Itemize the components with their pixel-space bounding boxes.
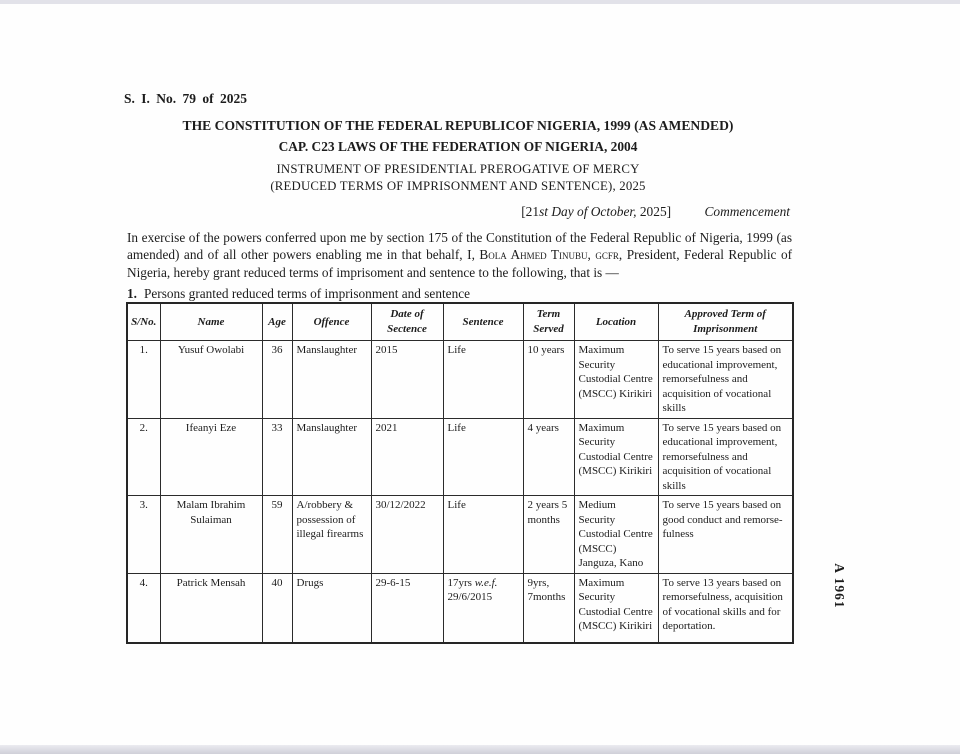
cell-date: 29-6-15 (371, 573, 443, 643)
cell-offence: Manslaughter (292, 418, 371, 496)
column-header-name: Name (160, 303, 262, 341)
table-row (127, 418, 793, 496)
subtitle-reduced-terms: (REDUCED TERMS OF IMPRISONMENT AND SENTENCE), 2025 (270, 179, 646, 193)
cell-term-served: 2 years 5 months (523, 496, 574, 574)
cell-name: Yusuf Owolabi (160, 341, 262, 419)
table-header-row (127, 303, 793, 341)
table-row (127, 573, 793, 643)
cell-offence: Drugs (292, 573, 371, 643)
cell-term-served: 4 years (523, 418, 574, 496)
cell-location: Maximum Security Custodial Centre (MSCC) Kirikiri (574, 573, 658, 643)
page-margin-note: A 1961 (832, 563, 847, 609)
section-number: 1. (127, 286, 137, 301)
cell-offence: Manslaughter (292, 341, 371, 419)
cell-sentence: Life (443, 418, 523, 496)
cell-age: 40 (262, 573, 292, 643)
column-header-location: Location (574, 303, 658, 341)
commencement-line (124, 204, 790, 220)
cell-term-served: 9yrs, 7months (523, 573, 574, 643)
cell-approved-term: To serve 13 years based on remorsefulness, acquisition of vocational skills and for deportation. (658, 573, 793, 643)
cell-location: Maximum Security Custodial Centre (MSCC) Kirikiri (574, 418, 658, 496)
cell-age: 59 (262, 496, 292, 574)
cell-name: Ifeanyi Eze (160, 418, 262, 496)
table-row (127, 341, 793, 419)
column-header-offence: Offence (292, 303, 371, 341)
cell-name: Malam Ibrahim Sulaiman (160, 496, 262, 574)
section-1-heading (127, 286, 470, 302)
cell-offence: A/robbery & possession of illegal firearms (292, 496, 371, 574)
subtitle-instrument: INSTRUMENT OF PRESIDENTIAL PREROGATIVE OF MERCY (276, 162, 640, 176)
title-cap: CAP. C23 LAWS OF THE FEDERATION OF NIGERIA, 2004 (278, 139, 638, 154)
cell-sno: 1. (127, 341, 160, 419)
cell-sno: 3. (127, 496, 160, 574)
title-constitution: THE CONSTITUTION OF THE FEDERAL REPUBLICOF NIGERIA, 1999 (AS AMENDED) (182, 118, 734, 133)
cell-age: 33 (262, 418, 292, 496)
column-header-age: Age (262, 303, 292, 341)
cell-age: 36 (262, 341, 292, 419)
cell-approved-term: To serve 15 years based on educational improvement, remorsefulness and acquisition of vocational skills (658, 418, 793, 496)
column-header-sentence: Sentence (443, 303, 523, 341)
cell-sentence: Life (443, 496, 523, 574)
president-name: Bola Ahmed Tinubu (479, 247, 588, 263)
cell-date: 2015 (371, 341, 443, 419)
preamble-paragraph: In exercise of the powers conferred upon me by section 175 of the Constitution of the Federal Republic of Nigeria, 1999 (as amended) and of all other powers enabling me in that behalf, I, Bola Ahmed Tinubu, gcfr, President, Federal Republic of Nigeria, hereby grant reduced terms of imprisoment and sentence to the following, that is — (127, 230, 793, 280)
cell-sentence: Life (443, 341, 523, 419)
cell-sentence: 17yrs w.e.f. 29/6/2015 (443, 573, 523, 643)
column-header-date: Date of Sectence (371, 303, 443, 341)
cell-sno: 2. (127, 418, 160, 496)
cell-term-served: 10 years (523, 341, 574, 419)
cell-date: 2021 (371, 418, 443, 496)
commencement-date: [21st Day of October, 2025] (521, 204, 672, 219)
si-number: S. I. No. 79 of 2025 (124, 91, 248, 106)
section-title: Persons granted reduced terms of imprisonment and sentence (143, 286, 471, 301)
cell-approved-term: To serve 15 years based on good conduct and remorse-fulness (658, 496, 793, 574)
cell-date: 30/12/2022 (371, 496, 443, 574)
cell-name: Patrick Mensah (160, 573, 262, 643)
honorific: gcfr (595, 247, 619, 263)
scan-edge-top (0, 0, 960, 4)
table-row (127, 496, 793, 574)
cell-location: Medium Security Custodial Centre (MSCC) Janguza, Kano (574, 496, 658, 574)
cell-approved-term: To serve 15 years based on educational improvement, remorsefulness and acquisition of vocational skills (658, 341, 793, 419)
commencement-label: Commencement (704, 204, 790, 219)
column-header-sno: S/No. (127, 303, 160, 341)
cell-location: Maximum Security Custodial Centre (MSCC) Kirikiri (574, 341, 658, 419)
prisoners-table (126, 302, 794, 644)
cell-sno: 4. (127, 573, 160, 643)
scan-edge-bottom (0, 745, 960, 754)
column-header-term-served: Term Served (523, 303, 574, 341)
column-header-approved-term: Approved Term of Imprisonment (658, 303, 793, 341)
